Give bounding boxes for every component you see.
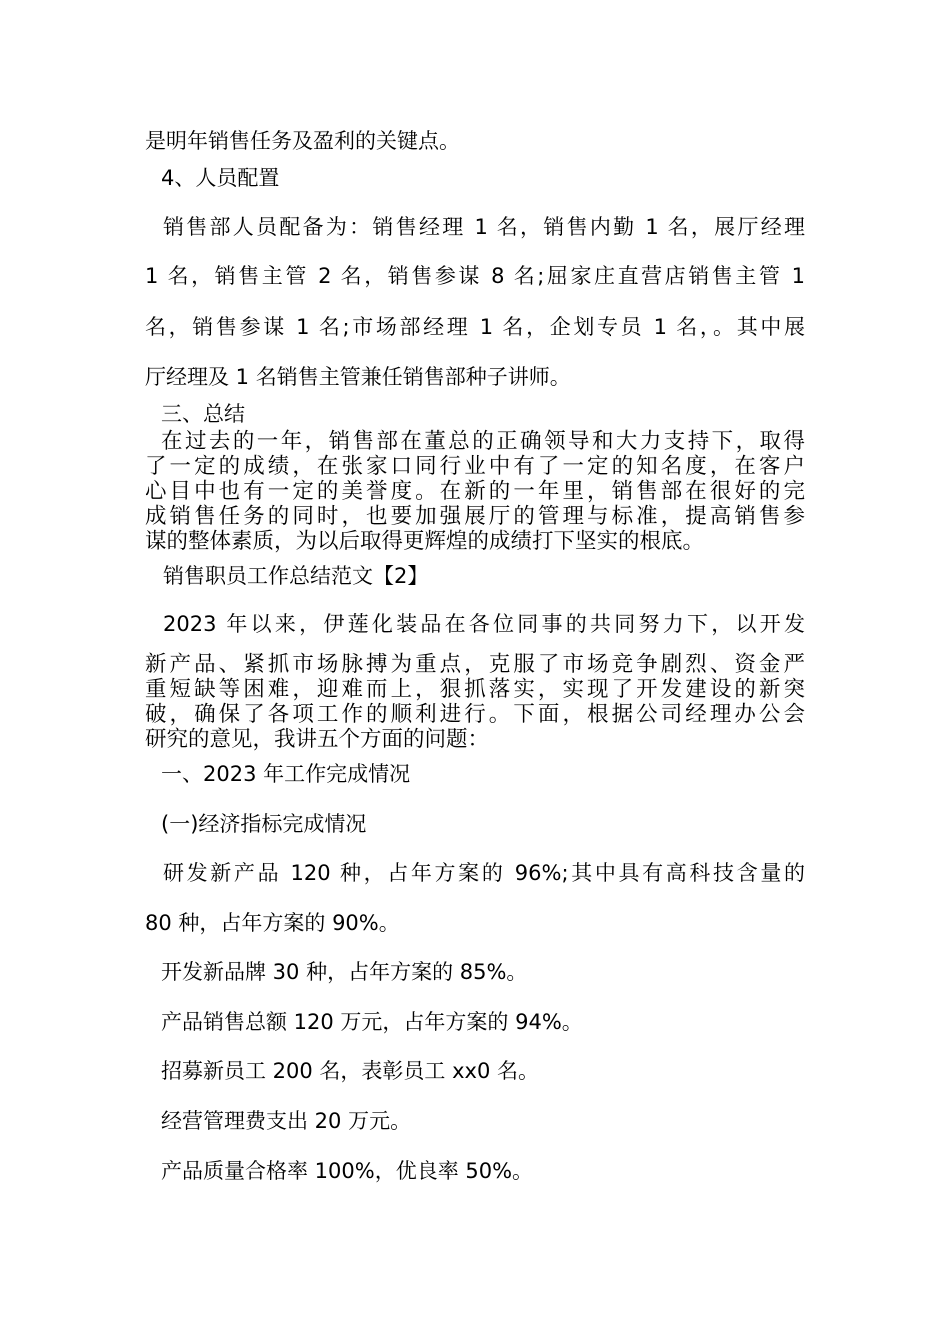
- article-title: 销售职员工作总结范文【2】: [163, 564, 429, 588]
- text-line-15: 新产品、紧抓市场脉搏为重点，克服了市场竞争剧烈、资金严: [145, 652, 805, 677]
- section-heading-staffing: 4、人员配置: [161, 166, 280, 190]
- text-line-14: 2023 年以来，伊莲化装品在各位同事的共同努力下，以开发: [163, 612, 805, 636]
- text-line-22: 80 种，占年方案的 90%。: [145, 911, 400, 935]
- text-line-11: 成销售任务的同时，也要加强展厅的管理与标准，提高销售参: [145, 504, 805, 529]
- text-line-6: 厅经理及 1 名销售主管兼任销售部种子讲师。: [145, 365, 571, 389]
- section-heading-work-completion: 一、2023 年工作完成情况: [161, 762, 411, 786]
- text-line-5: 名，销售参谋 1 名;市场部经理 1 名，企划专员 1 名，。其中展: [145, 315, 805, 339]
- text-line-3: 销售部人员配备为：销售经理 1 名，销售内勤 1 名，展厅经理: [163, 215, 805, 239]
- section-heading-summary: 三、总结: [161, 402, 245, 426]
- text-line-12: 谋的整体素质，为以后取得更辉煌的成绩打下坚实的根底。: [145, 529, 705, 554]
- text-line-16: 重短缺等困难，迎难而上，狠抓落实，实现了开发建设的新突: [145, 677, 805, 702]
- text-line-23: 开发新品牌 30 种，占年方案的 85%。: [161, 960, 528, 984]
- subsection-heading-economic-indicators: (一)经济指标完成情况: [161, 812, 367, 836]
- text-line-25: 招募新员工 200 名，表彰员工 xx0 名。: [161, 1059, 539, 1083]
- text-line-17: 破，确保了各项工作的顺利进行。下面，根据公司经理办公会: [145, 702, 805, 727]
- text-line-10: 心目中也有一定的美誉度。在新的一年里，销售部在很好的完: [145, 479, 805, 504]
- text-line-1: 是明年销售任务及盈利的关键点。: [145, 129, 460, 153]
- text-line-9: 了一定的成绩，在张家口同行业中有了一定的知名度，在客户: [145, 454, 805, 479]
- text-line-27: 产品质量合格率 100%，优良率 50%。: [161, 1159, 534, 1183]
- text-line-8: 在过去的一年，销售部在董总的正确领导和大力支持下，取得: [161, 429, 805, 454]
- text-line-26: 经营管理费支出 20 万元。: [161, 1109, 412, 1133]
- text-line-18: 研究的意见，我讲五个方面的问题：: [145, 727, 490, 752]
- text-line-21: 研发新产品 120 种，占年方案的 96%;其中具有高科技含量的: [163, 861, 805, 885]
- text-line-4: 1 名，销售主管 2 名，销售参谋 8 名;屈家庄直营店销售主管 1: [145, 264, 805, 288]
- text-line-24: 产品销售总额 120 万元，占年方案的 94%。: [161, 1010, 583, 1034]
